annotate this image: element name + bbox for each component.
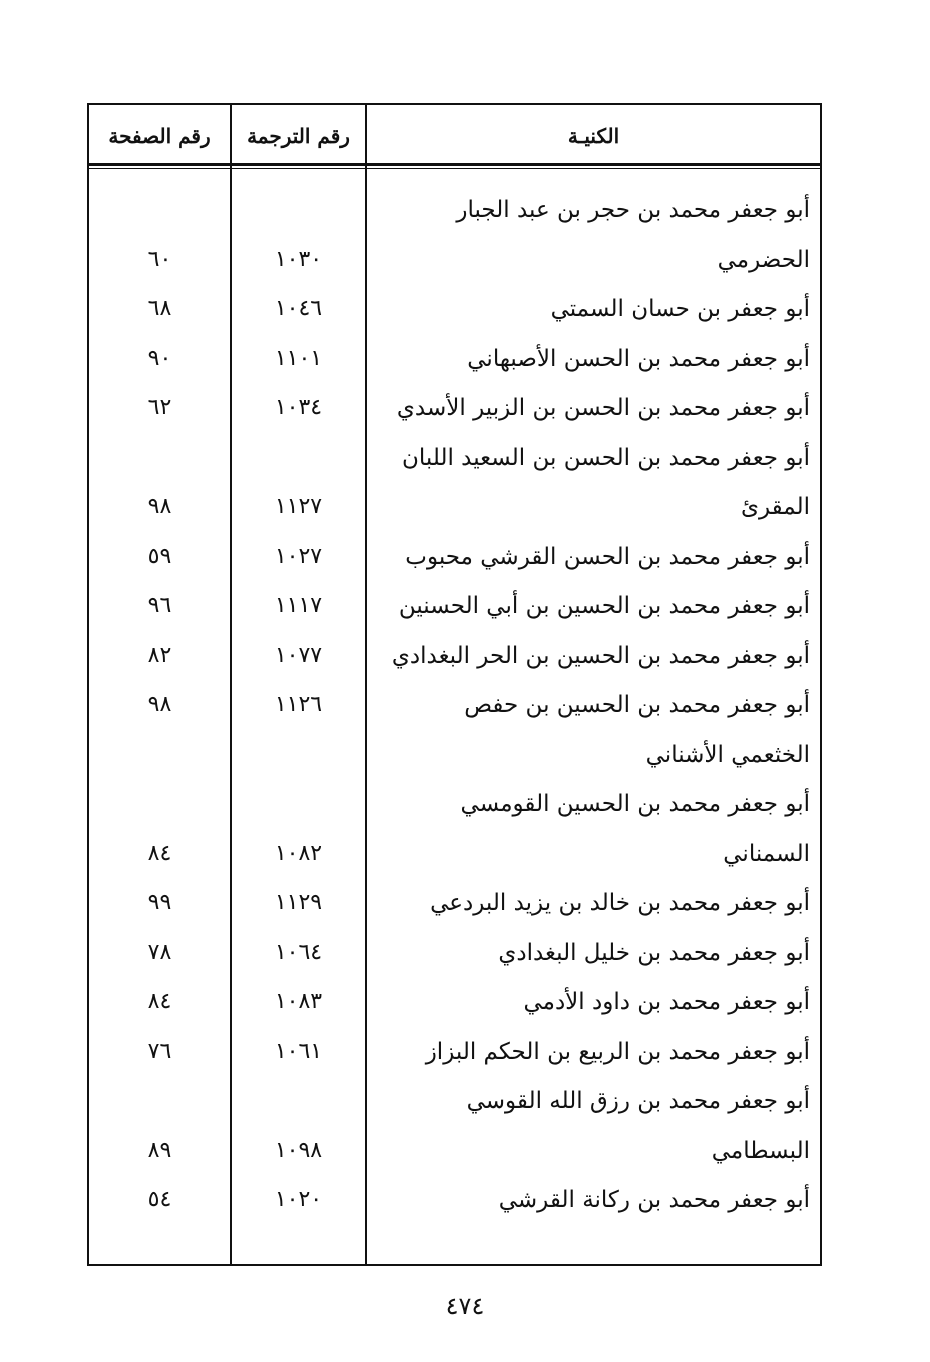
- translation-number-cell: ١٠٣٤: [274, 395, 323, 420]
- page-number-cell: ٨٢: [147, 642, 172, 668]
- page-number-cell: ٥٤: [147, 1187, 172, 1212]
- translation-number-cell: ١١١٧: [274, 593, 323, 618]
- page-number-cell: ٦٨: [147, 296, 172, 321]
- kunya-cell: أبو جعفر محمد بن الحسن الأصبهاني: [467, 345, 810, 372]
- kunya-cell: المقرئ: [740, 494, 810, 520]
- page-number-cell: ٩٨: [147, 494, 172, 519]
- translation-number-cell: ١٠٨٢: [274, 840, 323, 866]
- kunya-cell: أبو جعفر محمد بن الربيع بن الحكم البزاز: [425, 1038, 810, 1065]
- page-number-cell: ٦٠: [147, 246, 172, 272]
- page-number-cell: ٩٠: [147, 345, 172, 371]
- kunya-cell: البسطامي: [711, 1137, 810, 1164]
- kunya-cell: أبو جعفر محمد بن حجر بن عبد الجبار: [456, 197, 810, 223]
- kunya-cell: أبو جعفر محمد بن الحسين بن أبي الحسنين: [398, 593, 810, 619]
- header-page-number: رقم الصفحة: [108, 124, 211, 148]
- page-number-cell: ٧٨: [147, 939, 172, 965]
- translation-number-cell: ١٠٤٦: [274, 296, 323, 321]
- table-row: [89, 185, 820, 235]
- table-row: [89, 1175, 820, 1225]
- table-row: [89, 433, 820, 483]
- kunya-cell: أبو جعفر محمد بن رزق الله القوسي: [466, 1088, 810, 1114]
- kunya-cell: أبو جعفر محمد بن الحسن القرشي محبوب: [405, 543, 810, 570]
- kunya-cell: الخثعمي الأشناني: [645, 741, 810, 768]
- translation-number-cell: ١٠٦١: [274, 1038, 323, 1064]
- page-number-cell: ٧٦: [147, 1038, 172, 1064]
- kunya-cell: أبو جعفر محمد بن الحسين بن حفص: [464, 692, 810, 718]
- page-number: ٤٧٤: [445, 1292, 485, 1320]
- page-number-cell: ٩٦: [147, 593, 172, 618]
- header-kunya: الكنيـة: [567, 124, 620, 148]
- kunya-cell: أبو جعفر بن حسان السمتي: [550, 296, 810, 322]
- translation-number-cell: ١٠٩٨: [274, 1137, 323, 1163]
- table-row: [89, 779, 820, 829]
- translation-number-cell: ١٠٢٧: [274, 543, 323, 569]
- page-number-cell: ٨٩: [147, 1137, 172, 1163]
- kunya-cell: أبو جعفر محمد بن خالد بن يزيد البردعي: [430, 890, 810, 916]
- header-translation-number: رقم الترجمة: [247, 124, 350, 148]
- index-table: [87, 103, 822, 1266]
- translation-number-cell: ١٠٧٧: [274, 642, 323, 668]
- translation-number-cell: ١٠٨٣: [274, 989, 323, 1014]
- table-row: [89, 928, 820, 978]
- kunya-cell: السمناني: [723, 840, 810, 867]
- page-number-cell: ٦٢: [147, 395, 172, 420]
- page-number-cell: ٩٨: [147, 692, 172, 717]
- translation-number-cell: ١٠٣٠: [274, 246, 323, 272]
- table-row: [89, 284, 820, 334]
- table-row: [89, 532, 820, 582]
- table-row: [89, 878, 820, 928]
- table-row: [89, 631, 820, 681]
- kunya-cell: أبو جعفر محمد بن خليل البغدادي: [498, 939, 810, 966]
- page-number-cell: ٥٩: [147, 543, 172, 569]
- table-row: [89, 383, 820, 433]
- header-separator: [89, 163, 820, 169]
- translation-number-cell: ١٠٢٠: [274, 1187, 323, 1212]
- table-row: [89, 1027, 820, 1077]
- translation-number-cell: ١١٢٧: [274, 494, 323, 519]
- page-number-cell: ٨٤: [147, 989, 172, 1014]
- table-row: [89, 680, 820, 730]
- table-row: [89, 1126, 820, 1176]
- table-row: [89, 482, 820, 532]
- table-row: [89, 334, 820, 384]
- page-number-cell: ٩٩: [147, 890, 172, 915]
- table-row: [89, 730, 820, 780]
- kunya-cell: أبو جعفر محمد بن ركانة القرشي: [498, 1187, 810, 1213]
- table-row: [89, 829, 820, 879]
- kunya-cell: أبو جعفر محمد بن الحسن بن الزبير الأسدي: [396, 395, 810, 421]
- translation-number-cell: ١٠٦٤: [274, 939, 323, 965]
- kunya-cell: الحضرمي: [717, 246, 810, 273]
- table-row: [89, 1076, 820, 1126]
- kunya-cell: أبو جعفر محمد بن الحسن بن السعيد اللبان: [402, 444, 810, 471]
- translation-number-cell: ١١٠١: [274, 345, 323, 371]
- translation-number-cell: ١١٢٦: [274, 692, 323, 717]
- kunya-cell: أبو جعفر محمد بن داود الأدمي: [523, 989, 810, 1015]
- table-row: [89, 235, 820, 285]
- page-number-cell: ٨٤: [147, 840, 172, 866]
- table-row: [89, 977, 820, 1027]
- table-row: [89, 581, 820, 631]
- kunya-cell: أبو جعفر محمد بن الحسين بن الحر البغدادي: [391, 642, 810, 669]
- kunya-cell: أبو جعفر محمد بن الحسين القومسي: [460, 791, 810, 817]
- translation-number-cell: ١١٢٩: [274, 890, 323, 915]
